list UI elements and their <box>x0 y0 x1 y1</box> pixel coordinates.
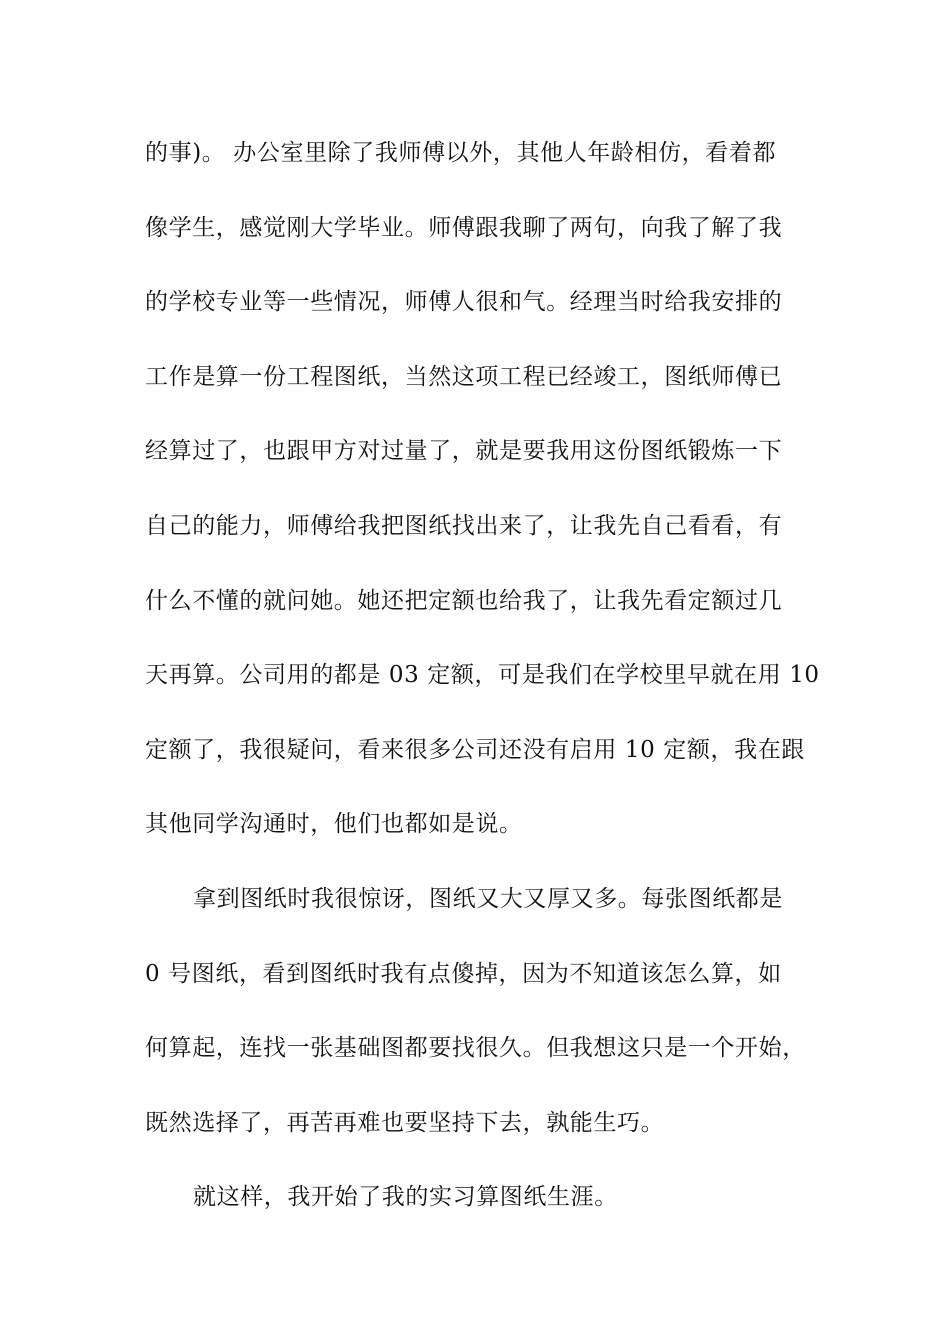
text-line: 的事)。 办公室里除了我师傅以外，其他人年龄相仿，看着都 <box>145 140 777 166</box>
text-line: 定额了，我很疑问，看来很多公司还没有启用 10 定额，我在跟 <box>145 736 805 763</box>
text-line: 何算起，连找一张基础图都要找很久。但我想这只是一个开始， <box>145 1035 806 1062</box>
text-line: 经算过了，也跟甲方对过量了，就是要我用这份图纸锻炼一下 <box>145 438 783 465</box>
paragraph-start-line: 就这样，我开始了我的实习算图纸生涯。 <box>193 1184 618 1211</box>
body-text <box>145 128 835 1247</box>
text-line: 其他同学沟通时，他们也都如是说。 <box>145 811 523 838</box>
text-line: 0 号图纸，看到图纸时我有点傻掉，因为不知道该怎么算，如 <box>145 960 782 987</box>
text-line: 的学校专业等一些情况，师傅人很和气。经理当时给我安排的 <box>145 289 783 316</box>
text-line: 天再算。公司用的都是 03 定额，可是我们在学校里早就在用 10 <box>145 662 820 689</box>
text-line: 既然选择了，再苦再难也要坚持下去，孰能生巧。 <box>145 1109 665 1136</box>
text-line: 什么不懂的就问她。她还把定额也给我了，让我先看定额过几 <box>145 587 783 614</box>
text-line: 工作是算一份工程图纸，当然这项工程已经竣工，图纸师傅已 <box>145 363 783 390</box>
text-line: 自己的能力，师傅给我把图纸找出来了，让我先自己看看，有 <box>145 512 783 539</box>
text-line: 像学生，感觉刚大学毕业。师傅跟我聊了两句，向我了解了我 <box>145 214 783 241</box>
paragraph-start-line: 拿到图纸时我很惊讶，图纸又大又厚又多。每张图纸都是 <box>193 885 783 912</box>
